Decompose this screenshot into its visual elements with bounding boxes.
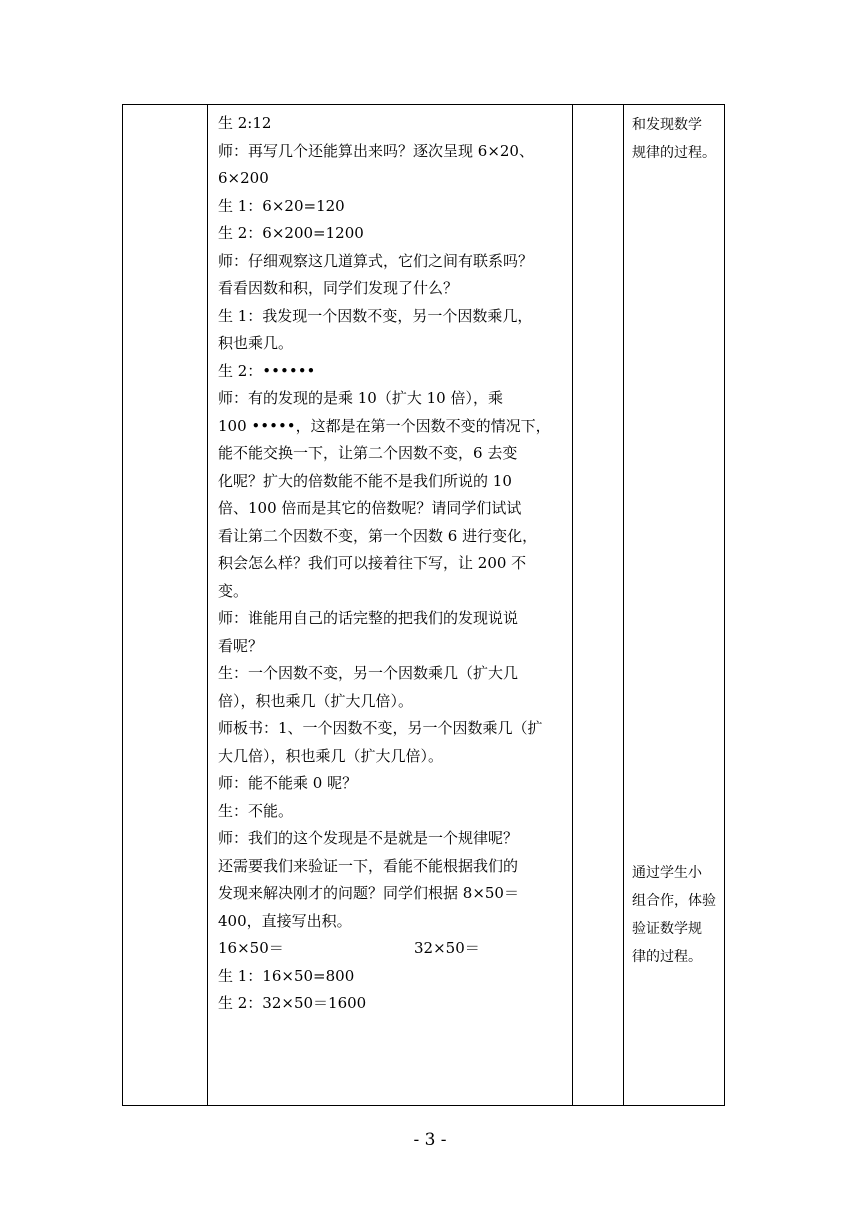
lesson-line: 100 •••••，这都是在第一个因数不变的情况下， — [218, 416, 551, 435]
design-intent-note — [632, 863, 716, 975]
lesson-line: 大几倍），积也乘几（扩大几倍）。 — [218, 746, 444, 765]
note-line: 和发现数学 — [632, 117, 702, 133]
lesson-table — [122, 104, 725, 1106]
lesson-line: 看呢？ — [218, 636, 264, 655]
note-line: 律的过程。 — [632, 949, 702, 965]
column-divider — [207, 105, 208, 1105]
lesson-line: 师：有的发现的是乘 10（扩大 10 倍），乘 — [218, 389, 503, 407]
lesson-line: 师：我们的这个发现是不是就是一个规律呢？ — [218, 829, 519, 847]
lesson-line: 师：谁能用自己的话完整的把我们的发现说说 — [218, 609, 519, 627]
lesson-line: 师：能不能乘 0 呢？ — [218, 774, 358, 792]
lesson-line: 还需要我们来验证一下，看能不能根据我们的 — [218, 856, 519, 875]
lesson-line: 倍），积也乘几（扩大几倍）。 — [218, 691, 414, 710]
answer-line: 生 2：32×50＝1600 — [218, 994, 367, 1012]
design-intent-note — [632, 115, 716, 171]
answer-line: 生 1：16×50=800 — [218, 966, 355, 985]
note-line: 通过学生小 — [632, 865, 702, 881]
lesson-line: 400，直接写出积。 — [218, 911, 352, 930]
lesson-line: 生 1：我发现一个因数不变，另一个因数乘几， — [218, 306, 533, 325]
exercise-left: 16×50＝ — [218, 939, 284, 957]
lesson-line: 看让第二个因数不变，第一个因数 6 进行变化， — [218, 526, 538, 545]
lesson-line: 生 2：•••••• — [218, 361, 316, 380]
exercise-line — [218, 938, 574, 958]
lesson-line: 化呢？扩大的倍数能不能不是我们所说的 10 — [218, 471, 512, 490]
exercise-right: 32×50＝ — [414, 939, 480, 957]
lesson-line: 积也乘几。 — [218, 334, 294, 352]
note-line: 组合作，体验 — [632, 893, 716, 909]
lesson-line: 看看因数和积，同学们发现了什么？ — [218, 279, 459, 297]
lesson-line: 生 2：6×200=1200 — [218, 224, 364, 242]
lesson-line: 6×200 — [218, 169, 269, 187]
note-line: 规律的过程。 — [632, 145, 716, 161]
teaching-process-column — [218, 113, 574, 1021]
page-number: - 3 - — [413, 1130, 447, 1150]
lesson-line: 能不能交换一下，让第二个因数不变，6 去变 — [218, 444, 518, 462]
note-line: 验证数学规 — [632, 921, 702, 937]
lesson-line: 生：一个因数不变，另一个因数乘几（扩大几 — [218, 664, 519, 682]
lesson-line: 生 2:12 — [218, 114, 272, 132]
lesson-line: 变。 — [218, 581, 249, 600]
lesson-line: 师板书：1、一个因数不变，另一个因数乘几（扩 — [218, 719, 543, 737]
lesson-line: 师：再写几个还能算出来吗？逐次呈现 6×20、 — [218, 141, 534, 160]
lesson-line: 生：不能。 — [218, 801, 294, 820]
lesson-line: 积会怎么样？我们可以接着往下写，让 200 不 — [218, 554, 527, 572]
lesson-line: 生 1：6×20=120 — [218, 196, 345, 215]
lesson-line: 发现来解决刚才的问题？同学们根据 8×50＝ — [218, 884, 519, 902]
lesson-line: 师：仔细观察这几道算式，它们之间有联系吗？ — [218, 251, 534, 270]
column-divider — [623, 105, 624, 1105]
lesson-line: 倍、100 倍而是其它的倍数呢？请同学们试试 — [218, 499, 522, 517]
